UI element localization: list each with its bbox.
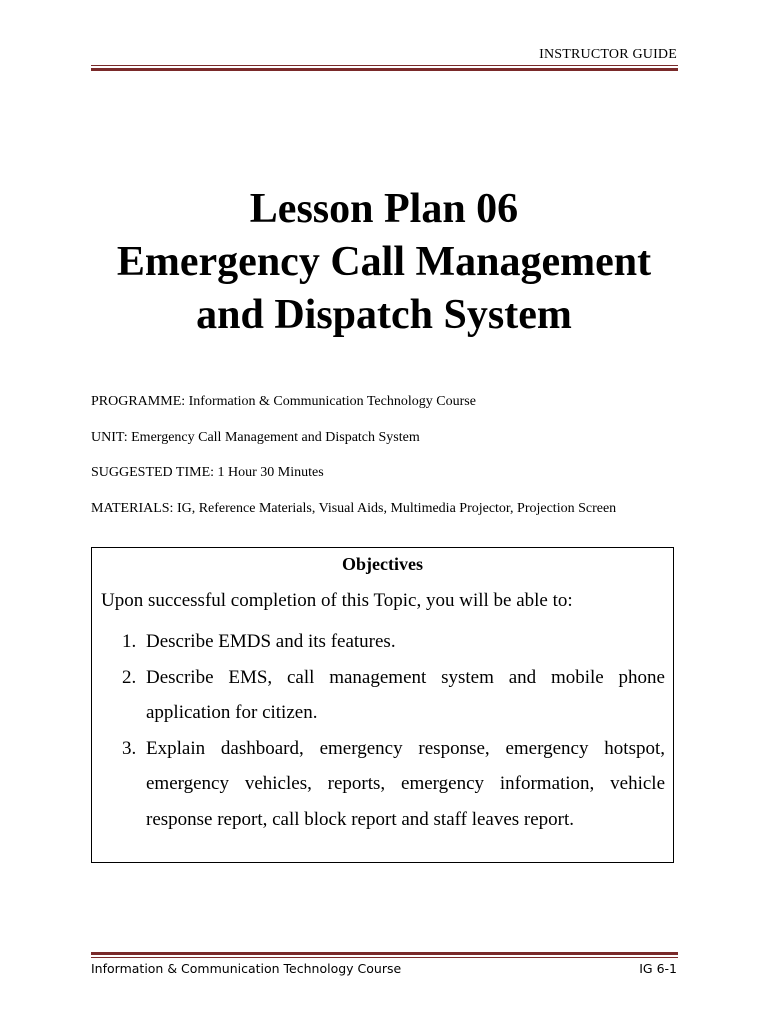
header-rule-thick [91, 68, 678, 71]
header-label: INSTRUCTOR GUIDE [539, 47, 677, 62]
header-rule [91, 65, 678, 71]
header-rule-thin [91, 65, 678, 66]
footer-course: Information & Communication Technology Course [91, 961, 402, 976]
title-line-3: and Dispatch System [196, 292, 572, 338]
page-title [60, 183, 708, 342]
unit-line: UNIT: Emergency Call Management and Dispatch System [91, 430, 420, 445]
objective-text: Describe EMDS and its features. [146, 631, 396, 652]
objective-text: Explain dashboard, emergency response, emergency hotspot, emergency vehicles, reports, emergency information, vehicle response report, call block report and staff leaves report. [146, 737, 665, 830]
footer-rule-thick [91, 952, 678, 955]
objective-item [122, 624, 665, 660]
footer-rule [91, 952, 678, 958]
objectives-title: Objectives [342, 554, 423, 574]
title-line-1: Lesson Plan 06 [249, 186, 519, 232]
title-line-2: Emergency Call Management [116, 239, 652, 285]
objectives-list [122, 624, 665, 837]
objectives-intro: Upon successful completion of this Topic, you will be able to: [101, 590, 573, 611]
footer-rule-thin [91, 957, 678, 958]
objective-item [122, 660, 665, 731]
objectives-box [91, 547, 674, 863]
suggested-time-line: SUGGESTED TIME: 1 Hour 30 Minutes [91, 465, 324, 480]
objective-number: 1. [122, 631, 137, 652]
materials-line: MATERIALS: IG, Reference Materials, Visual Aids, Multimedia Projector, Projection Screen [91, 501, 617, 516]
programme-line: PROGRAMME: Information & Communication Technology Course [91, 394, 476, 409]
footer-page-number: IG 6-1 [639, 961, 677, 976]
objective-item [122, 731, 665, 838]
objective-text: Describe EMS, call management system and mobile phone application for citizen. [146, 666, 665, 723]
objective-number: 3. [122, 737, 137, 759]
objective-number: 2. [122, 666, 137, 688]
